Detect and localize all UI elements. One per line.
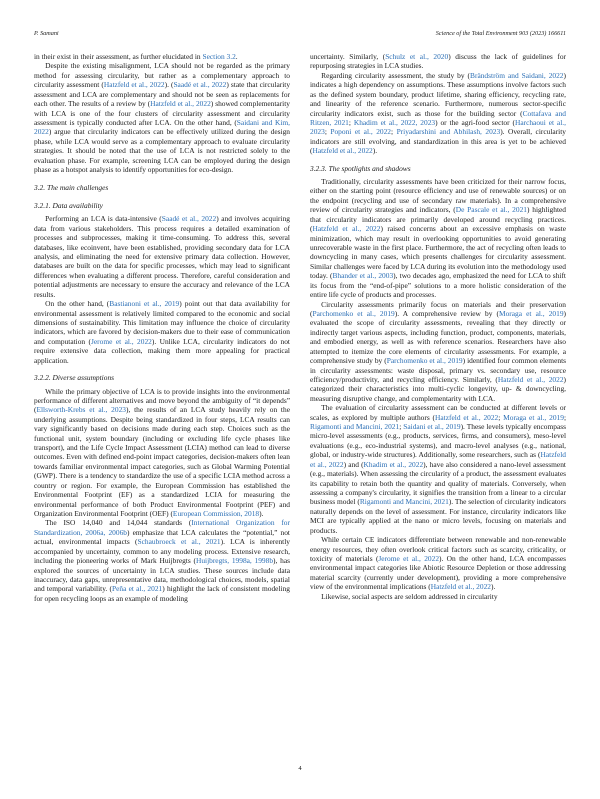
text-run: ). (372, 146, 378, 156)
citation-link[interactable]: European Commission, 2018 (172, 508, 260, 518)
citation-link[interactable]: Khadim et al., 2022, 2023 (353, 117, 436, 127)
section-heading: 3.2. The main challenges (34, 183, 109, 193)
citation-link[interactable]: Ellsworth-Krebs et al., 2023 (36, 405, 126, 415)
citation-link[interactable]: Saidani et al., 2019 (403, 422, 461, 432)
text-run: ; (563, 412, 566, 422)
citation-link[interactable]: Hatzfeld et al., 2022 (312, 146, 373, 156)
subsection-heading: 3.2.3. The spotlights and shadows (310, 163, 411, 173)
citation-link[interactable]: Hatzfeld et al., 2022 (497, 374, 564, 384)
text-run: On the other hand, ( (45, 299, 110, 309)
citation-link[interactable]: Peña et al., 2021 (111, 584, 163, 594)
paragraph (310, 403, 566, 535)
citation-link[interactable]: Schaubroeck et al., 2021 (137, 537, 221, 547)
text-run: ) categorized their characteristics into multi-cyclic longevity, up- & downcycling, measuring disruptive change, and complementarity with LCA. (310, 374, 566, 403)
citation-link[interactable]: Moraga et al., 2019 (503, 412, 564, 422)
text-run: ) or the agri-food sector ( (435, 117, 515, 127)
paragraph (34, 387, 290, 519)
citation-link[interactable]: Saadé et al., 2022 (161, 214, 217, 224)
text-run: Likewise, social aspects are seldom addressed in circularity (321, 591, 498, 601)
page-number: 4 (298, 765, 302, 772)
citation-link[interactable]: Brändström and Saidani, 2022 (470, 70, 564, 80)
citation-link[interactable]: Bhander et al., 2003 (332, 271, 394, 281)
text-run: ). LCA is inherently accompanied by uncertainty, common to any modeling process. Extensive research, including the pioneering works of Mark Huijbregts ( (34, 537, 290, 566)
text-run: ), two decades ago, emphasized the need for LCA to shift its focus from the “end-of-pipe” solutions to a more holistic consideration of the entire life cycle of products and processes. (310, 271, 566, 300)
citation-link[interactable]: Hatzfeld et al., 2022 (103, 80, 165, 90)
text-run: ) highlight the lack of consistent modeling for open recycling loops as an example of modeling (34, 584, 290, 603)
paragraph (34, 518, 290, 603)
paragraph (34, 214, 290, 299)
citation-link[interactable]: Bastianoni et al., 2019 (109, 299, 180, 309)
text-run: ) argue that circularity indicators can be effectively utilized during the design phase, while LCA would serve as a complementary approach to evaluate circularity strategies. It should be noted that the use of LCA is not restricted solely to the evaluation phase. For example, screening LCA can be employed during the design phase as a hotspot analysis to identify opportunities for eco-design. (34, 127, 290, 175)
citation-link[interactable]: Huijbregts, 1998a, 1998b (195, 556, 274, 566)
text-run: ; (498, 412, 504, 422)
text-run: ). The selection of circularity indicators naturally depends on the level of assessment. For instance, circularity indicators like MCI are typically applied at the nano or micro levels, focusing on materials and products. (310, 497, 566, 535)
paragraph (310, 177, 566, 299)
paragraph (310, 535, 566, 592)
citation-link[interactable]: Saidani and Kim, 2022 (34, 117, 290, 137)
text-run: ). Overall, circularity indicators are still evolving, and standardization in this area is yet to be achieved ( (310, 127, 566, 156)
paragraph (310, 52, 566, 71)
citation-link[interactable]: International Organization for Standardization, 2006a, 2006b (34, 518, 290, 537)
right-column (310, 52, 566, 752)
citation-link[interactable]: Parchomenko et al., 2019 (312, 308, 395, 318)
citation-link[interactable]: Rigamonti and Mancini, 2021 (310, 422, 400, 432)
citation-link[interactable]: De Pascale et al., 2021 (455, 205, 527, 215)
text-run: Despite the existing misalignment, LCA should not be regarded as the primary method for assessing circularity, but rather as a complementary approach to circularity assessment ( (34, 61, 290, 90)
text-run: The evaluation of circularity assessment can be conducted at different levels or scales, as explored by multiple authors ( (310, 403, 566, 422)
text-run: ) discuss the lack of guidelines for repurposing strategies in LCA studies. (310, 52, 566, 71)
citation-link[interactable]: Hatzfeld et al., 2022 (150, 99, 211, 109)
citation-link[interactable]: Hatzfeld et al., 2022 (312, 224, 381, 234)
paragraph (310, 300, 566, 404)
text-run: ), have also considered a nano-level assessment (e.g., materials). When assessing the circularity of a product, the assessment evaluates its capability to retain both the quantity and quality of materials. Conversely, when assessing a company's circularity, it signifies the transition from a linear to a circular business model ( (310, 459, 566, 507)
citation-link[interactable]: Section 3.2 (202, 52, 236, 61)
text-run: ). (259, 508, 264, 518)
citation-link[interactable]: Saadé et al., 2022 (173, 80, 227, 90)
text-run: While certain CE indicators differentiate between renewable and non-renewable energy resources, they often overlook critical factors such as scarcity, criticality, or toxicity of materials ( (310, 535, 566, 563)
subsection-heading: 3.2.1. Data availability (34, 200, 103, 210)
citation-link[interactable]: Schulz et al., 2020 (385, 52, 449, 61)
text-run: ) showed complementarity with LCA is one of the four clusters of circularity assessment and circularity assessment is typically conducted after LCA. On the other hand, ( (34, 99, 290, 127)
text-run: ) and ( (343, 459, 364, 469)
text-run: ) point out that data availability for environmental assessment is relatively limited compared to the economic and social dimensions of sustainability. This limitation may influence the choice of circularity indicators, which are favored by decision-makers due to their ease of communication and computation ( (34, 299, 290, 346)
paragraph (34, 299, 290, 365)
text-run: ) emphasize that LCA calculates the “potential,” not actual, environmental impacts ( (34, 527, 290, 547)
text-run: uncertainty. Similarly, ( (310, 52, 386, 61)
text-run: Traditionally, circularity assessments have been criticized for their narrow focus, either on the starting point (resource efficiency and use of renewable sources) or on the endpoint (recycling and use of secondary raw materials). In a comprehensive review of circularity strategies and indicators, ( (310, 177, 566, 215)
text-run: ). These levels typically encompass micro-level assessments (e.g., products, services, firms, and consumers), meso-level evaluations (e.g., eco-industrial systems), and macro-level analyses (e.g., national, global, or industry-wide structures). Additionally, some researchers, such as ( (310, 422, 566, 460)
text-run: ) state that circularity assessment and LCA are complementary and should not be seen as replacements for each other. The results of a review by ( (34, 80, 290, 109)
citation-link[interactable]: Jerome et al., 2022 (378, 553, 440, 563)
text-run: ; (348, 117, 354, 127)
text-run: ). (491, 582, 496, 592)
text-run: ; (391, 127, 397, 137)
paragraph (310, 71, 566, 156)
citation-link[interactable]: Poponi et al., 2022 (330, 127, 392, 137)
citation-link[interactable]: Khadim et al., 2022 (363, 459, 424, 469)
text-run: Circularity assessments primarily focus on materials and their preservation ( (310, 299, 566, 318)
text-run: The ISO 14,040 and 14,044 standards ( (45, 518, 192, 528)
text-run: Regarding circularity assessment, the study by ( (321, 70, 471, 80)
text-run: ). On the other hand, LCA encompasses environmental impact categories like Abiotic Resource Depletion or those addressing material scarcity (currently under development), providing a more comprehensive view of the environmental implications ( (310, 553, 566, 592)
citation-link[interactable]: Hatzfeld et al., 2022 (430, 582, 491, 592)
text-run: ) highlighted that circularity indicators are primarily developed around recycling practices. ( (310, 205, 566, 234)
text-run: ; (324, 127, 331, 137)
citation-link[interactable]: Harchaoui et al., 2023 (310, 117, 566, 137)
text-run: ; (399, 422, 404, 432)
subsection-heading: 3.2.2. Diverse assumptions (34, 373, 115, 383)
text-run: ) indicates a high dependency on assumptions. These assumptions involve factors such as the defined system boundary, product lifetime, sharing efficiency, recycling rate, and linearity of the reference scenario. Furthermore, numerous sector-specific circularity indicators exist, such as those for the building sector ( (310, 70, 566, 118)
text-run: ) and involves acquiring data from various stakeholders. This process requires a detailed examination of processes and subprocesses, making it time-consuming. To address this, several databases, like ecoinvent, have been established, providing secondary data for LCA analysis, and eliminating the need for extensive primary data collection. However, databases are built on the data for specific processes, which may lead to significant differences when evaluating a different process. Therefore, careful consideration and potential adjustments are necessary to ensure the accuracy and relevance of the LCA results. (34, 214, 290, 299)
paragraph (34, 61, 290, 174)
citation-link[interactable]: Priyadarshini and Abhilash, 2023 (396, 127, 501, 137)
text-run: in their exist in their assessment, as further elucidated in (34, 52, 203, 61)
running-head-author: P. Samani (34, 30, 59, 37)
text-run: ) raised concerns about an excessive emphasis on waste minimization, which may result in overlooking opportunities to avoid generating unrecoverable waste in the first place. Furthermore, the act of recycling often leads to downcycling in many cases, which presents challenges for circularity assessment. Similar challenges were faced by LCA during its evolution into the methodology used today. ( (310, 224, 566, 281)
citation-link[interactable]: Moraga et al., 2019 (498, 308, 564, 318)
citation-link[interactable]: Cottafava and Ritzen, 2021 (310, 108, 566, 127)
text-run: Performing an LCA is data-intensive ( (45, 214, 162, 224)
citation-link[interactable]: Parchomenko et al., 2019 (386, 356, 463, 366)
citation-link[interactable]: Hatzfeld et al., 2022 (435, 412, 499, 422)
text-run: ). A comprehensive review by ( (394, 308, 499, 318)
left-column (34, 52, 290, 752)
text-run: ). Unlike LCA, circularity indicators do not require extensive data collection, making them more appealing for practical application. (34, 336, 290, 365)
text-run: ) identified four common elements in circularity assessments: waste disposal, primary vs. secondary use, resource efficiency/productivity, and recycling efficiency. Similarly, ( (310, 356, 566, 384)
paragraph (310, 592, 566, 601)
running-head (34, 30, 566, 40)
citation-link[interactable]: Hatzfeld et al., 2022 (310, 450, 566, 469)
text-run: While the primary objective of LCA is to provide insights into the environmental performance of different alternatives and move beyond the ambiguity of “it depends” ( (34, 386, 290, 415)
text-run: ). ( (164, 80, 174, 90)
citation-link[interactable]: Jerome et al., 2022 (91, 336, 152, 346)
text-run: . (235, 52, 238, 61)
paragraph (34, 52, 290, 61)
text-run: ) evaluated the scope of circularity assessments, revealing that they directly or indirectly target various aspects, including function, product, components, materials, and embodied energy, as well as with reference scenarios. Researchers have also attempted to itemize the core elements of circularity assessments. For example, a comprehensive study by ( (310, 308, 566, 366)
text-run: ), has explored the sources of uncertainty in LCA studies. These sources include data inaccuracy, data gaps, unrepresentative data, methodological choices, models, spatial and temporal variability. ( (34, 556, 290, 594)
citation-link[interactable]: Rigamonti and Mancini, 2021 (359, 497, 449, 507)
text-run: ), the results of an LCA study heavily rely on the underlying assumptions. Despite being standardized in four steps, LCA results can vary significantly based on decisions made during each step. Choices such as the functional unit, system boundary (including or excluding life cycle phases like transport), and the Life Cycle Impact Assessment (LCIA) method can lead to diverse outcomes. Even with defined end-point impact categories, decision-makers often lean towards familiar environmental impact categories, such as Global Warming Potential (GWP). There is a tendency to standardize the use of a specific LCIA method across a country or region. For example, the European Commission has established the Environmental Footprint (EF) as a standardized LCIA for measuring the environmental performance of both Product Environmental Footprint (PEF) and Organization Environmental Footprint (OEF) ( (34, 405, 290, 518)
running-head-journal: Science of the Total Environment 903 (2023) 166611 (435, 30, 566, 37)
